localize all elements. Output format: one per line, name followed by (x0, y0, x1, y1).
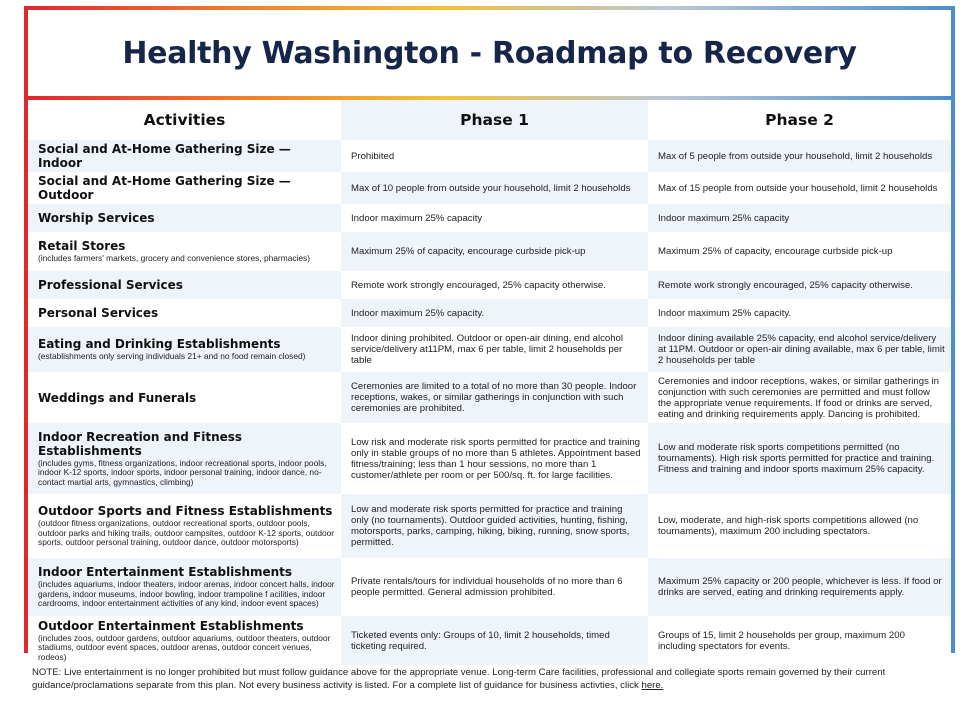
phase-2-cell: Max of 15 people from outside your household, limit 2 households (648, 172, 951, 204)
phase-2-cell: Remote work strongly encouraged, 25% capacity otherwise. (648, 271, 951, 299)
activity-cell (28, 232, 341, 271)
footnote (32, 666, 942, 692)
activity-name: Indoor Recreation and Fitness Establishments (38, 429, 243, 458)
phase-2-cell: Indoor maximum 25% capacity (648, 204, 951, 232)
activity-name: Worship Services (38, 211, 155, 225)
header-phase-1: Phase 1 (341, 100, 648, 140)
title-bar (28, 10, 951, 100)
activity-name: Outdoor Entertainment Establishments (38, 618, 304, 633)
table-row (28, 172, 951, 204)
activity-cell (28, 494, 341, 558)
activity-name: Eating and Drinking Establishments (38, 337, 281, 352)
activity-name: Indoor Entertainment Establishments (38, 565, 293, 580)
table-row (28, 327, 951, 372)
activity-cell (28, 299, 341, 327)
activity-name: Professional Services (38, 278, 183, 292)
activity-cell (28, 271, 341, 299)
table-row (28, 299, 951, 327)
table-header-row (28, 100, 951, 140)
table-row (28, 616, 951, 665)
phase-2-cell: Max of 5 people from outside your household, limit 2 households (648, 140, 951, 172)
activity-cell (28, 327, 341, 372)
activity-cell (28, 204, 341, 232)
activity-cell (28, 558, 341, 616)
table-row (28, 232, 951, 271)
footnote-text: NOTE: Live entertainment is no longer prohibited but must follow guidance above for the appropriate venue. Long-term Care facilities, professional and collegiate sports remain governed by their current guidance/proclamations separate from this plan. Not every business activity is listed. For a complete list of guidance for business activties, click (32, 667, 886, 691)
activity-cell (28, 423, 341, 494)
phase-2-cell: Indoor dining available 25% capacity, end alcohol service/delivery at 11PM. Outdoor or open-air dining available, max 6 per table, limit 2 households per table (648, 327, 951, 372)
phase-1-cell: Indoor dining prohibited. Outdoor or open-air dining, end alcohol service/delivery at11PM, max 6 per table, limit 2 households per table (341, 327, 648, 372)
activity-note: (includes zoos, outdoor gardens, outdoor aquariums, outdoor theaters, outdoor stadiums, outdoor event spaces, outdoor arenas, outdoor concert venues, rodeos) (38, 632, 331, 662)
phase-2-cell: Low, moderate, and high-risk sports competitions allowed (no tournaments), maximum 200 including spectators. (648, 494, 951, 558)
header-phase-2: Phase 2 (648, 100, 951, 140)
phase-1-cell: Low and moderate risk sports permitted for practice and training only (no tournaments). Outdoor guided activities, hunting, fishing, motorsports, parks, camping, hiking, biking, running, snow sports, permitted. (341, 494, 648, 558)
header-activities: Activities (28, 100, 341, 140)
activity-note: (includes gyms, fitness organizations, indoor recreational sports, indoor pools, indoor K-12 sports, indoor sports, indoor personal training, indoor dance, no-contact martial arts, gymnastics, climbing) (38, 457, 327, 487)
phase-1-cell: Low risk and moderate risk sports permitted for practice and training only in stable groups of no more than 5 athletes. Appointment based fitness/training; less than 1 hour sessions, no more than 1 customer/athlete per room or per 500/sq. ft. for large facilities. (341, 423, 648, 494)
phase-2-cell: Maximum 25% capacity or 200 people, whichever is less. If food or drinks are served, eating and drinking requirements apply. (648, 558, 951, 616)
table-row (28, 494, 951, 558)
activity-name: Weddings and Funerals (38, 390, 197, 405)
activity-note: (outdoor fitness organizations, outdoor recreational sports, outdoor pools, outdoor parks and hiking trails, outdoor campsites, outdoor K-12 sports, outdoor sports, outdoor personal training, outdoor dance, outdoor motorsports) (38, 518, 335, 548)
phase-2-cell: Indoor maximum 25% capacity. (648, 299, 951, 327)
table-row (28, 140, 951, 172)
phase-1-cell: Ceremonies are limited to a total of no more than 30 people. Indoor receptions, wakes, or similar gatherings in conjunction with such ceremonies are prohibited. (341, 372, 648, 423)
activity-name: Retail Stores (38, 239, 126, 254)
activity-cell (28, 616, 341, 665)
phase-2-cell: Low and moderate risk sports competitions permitted (no tournaments). High risk sports permitted for practice and training. Fitness and training and indoor sports maximum 25% capacity. (648, 423, 951, 494)
table-row (28, 271, 951, 299)
table-row (28, 372, 951, 423)
activity-cell (28, 140, 341, 172)
phase-1-cell: Maximum 25% of capacity, encourage curbside pick-up (341, 232, 648, 271)
page-title: Healthy Washington - Roadmap to Recovery (122, 35, 857, 71)
gradient-frame (24, 6, 955, 662)
table-row (28, 423, 951, 494)
activity-name: Social and At-Home Gathering Size — Indoor (38, 142, 291, 170)
phase-1-cell: Remote work strongly encouraged, 25% capacity otherwise. (341, 271, 648, 299)
phase-2-cell: Ceremonies and indoor receptions, wakes, or similar gatherings in conjunction with such ceremonies are permitted and must follow the appropriate venue requirements. If food or drinks are served, eating and drinking requirements apply. Dancing is prohibited. (648, 372, 951, 423)
table-row (28, 558, 951, 616)
phase-1-cell: Indoor maximum 25% capacity. (341, 299, 648, 327)
table-body (28, 140, 951, 665)
phase-2-cell: Groups of 15, limit 2 households per group, maximum 200 including spectators for events. (648, 616, 951, 665)
phase-1-cell: Indoor maximum 25% capacity (341, 204, 648, 232)
activity-note: (includes aquariums, indoor theaters, indoor arenas, indoor concert halls, indoor gardens, indoor museums, indoor bowling, indoor trampoline f acilities, indoor cardrooms, indoor entertainment activities of any kind, indoor event spaces) (38, 579, 335, 609)
activity-cell (28, 172, 341, 204)
phase-1-cell: Private rentals/tours for individual households of no more than 6 people permitted. General admission prohibited. (341, 558, 648, 616)
activity-name: Social and At-Home Gathering Size — Outdoor (38, 174, 291, 202)
phase-1-cell: Ticketed events only: Groups of 10, limit 2 households, timed ticketing required. (341, 616, 648, 665)
activity-note: (includes farmers' markets, grocery and convenience stores, pharmacies) (38, 253, 311, 264)
activity-note: (establishments only serving individuals 21+ and no food remain closed) (38, 351, 306, 362)
phase-2-cell: Maximum 25% of capacity, encourage curbside pick-up (648, 232, 951, 271)
guidance-link[interactable]: here. (641, 680, 664, 691)
activity-name: Personal Services (38, 306, 159, 320)
table-row (28, 204, 951, 232)
activity-cell (28, 372, 341, 423)
roadmap-panel (28, 10, 951, 662)
activity-name: Outdoor Sports and Fitness Establishments (38, 504, 333, 519)
phase-1-cell: Prohibited (341, 140, 648, 172)
phase-1-cell: Max of 10 people from outside your household, limit 2 households (341, 172, 648, 204)
roadmap-table (28, 100, 951, 665)
